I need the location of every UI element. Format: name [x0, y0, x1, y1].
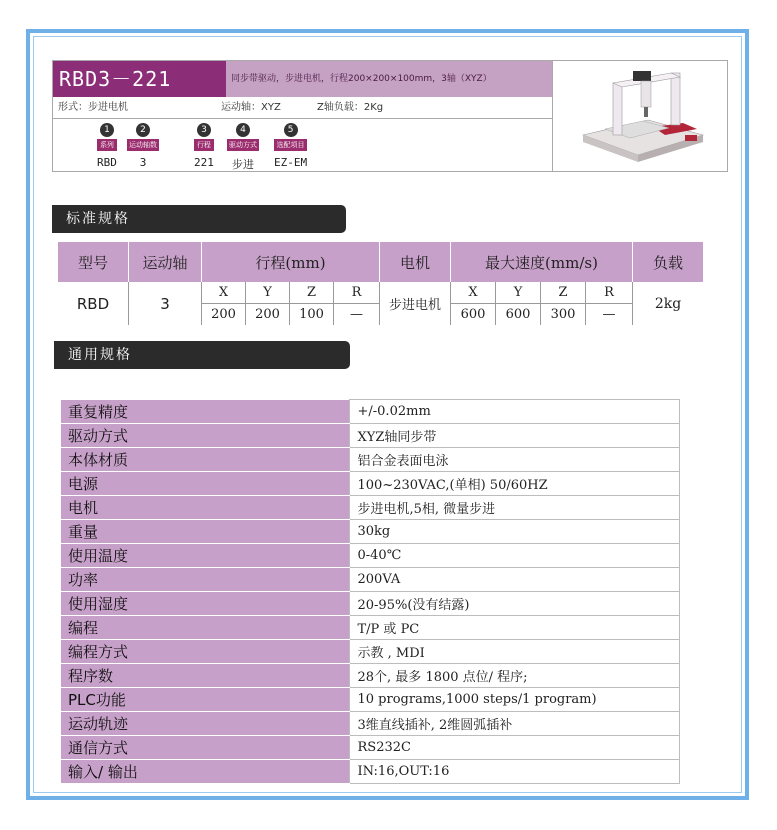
cell-model: RBD — [58, 282, 129, 325]
stroke-axis-z: Z — [290, 282, 334, 304]
header-divider — [552, 61, 553, 172]
general-spec-table — [61, 399, 680, 784]
model-attributes — [53, 97, 552, 119]
cell-load: 2kg — [654, 295, 682, 312]
header-max-speed: 最大速度(mm/s) — [451, 242, 633, 282]
spec-value: IN:16,OUT:16 — [349, 760, 679, 784]
code-series: 1 系列 RBD — [97, 125, 117, 169]
stroke-value-x: 200 — [202, 304, 246, 326]
spec-key: 重量 — [61, 520, 349, 544]
spec-row — [61, 592, 679, 616]
standard-spec-table — [58, 242, 703, 325]
spec-value: 200VA — [349, 568, 679, 592]
stroke-axis-r: R — [334, 282, 380, 304]
speed-axis-z: Z — [541, 282, 586, 304]
spec-value: +/-0.02mm — [349, 400, 679, 424]
spec-row — [61, 472, 679, 496]
spec-value: 20-95%(没有结露) — [349, 592, 679, 616]
spec-row — [61, 688, 679, 712]
code-stroke: 3 行程 221 — [194, 125, 214, 169]
model-description: 同步带驱动，步进电机，行程200×200×100mm，3轴（XYZ） — [226, 61, 552, 97]
spec-row — [61, 448, 679, 472]
spec-key: 运动轨迹 — [61, 712, 349, 736]
spec-key: 编程 — [61, 616, 349, 640]
spec-key: 使用温度 — [61, 544, 349, 568]
spec-value: 10 programs,1000 steps/1 program) — [349, 688, 679, 712]
spec-row — [61, 496, 679, 520]
spec-row — [61, 736, 679, 760]
spec-key: 编程方式 — [61, 640, 349, 664]
axis-attr: 运动轴：XYZ — [221, 102, 281, 113]
stroke-value-z: 100 — [290, 304, 334, 326]
spec-key: 程序数 — [61, 664, 349, 688]
cell-motor: 步进电机 — [380, 282, 451, 325]
spec-key: 输入/ 输出 — [61, 760, 349, 784]
code-drive: 4 驱动方式 步进 — [229, 125, 257, 171]
spec-value: T/P 或 PC — [349, 616, 679, 640]
standard-spec-heading: 标准规格 — [52, 205, 346, 233]
speed-axis-x: X — [451, 282, 496, 304]
speed-value-z: 300 — [541, 304, 586, 326]
spec-row — [61, 760, 679, 784]
spec-row — [61, 712, 679, 736]
spec-row — [61, 664, 679, 688]
spec-value: 28个, 最多 1800 点位/ 程序; — [349, 664, 679, 688]
spec-key: 驱动方式 — [61, 424, 349, 448]
load-attr: Z轴负载：2Kg — [317, 102, 384, 113]
spec-key: 电机 — [61, 496, 349, 520]
spec-row — [61, 424, 679, 448]
spec-row — [61, 400, 679, 424]
stroke-value-y: 200 — [246, 304, 290, 326]
speed-value-y: 600 — [496, 304, 541, 326]
header-axes: 运动轴 — [129, 242, 202, 282]
stroke-axis-y: Y — [246, 282, 290, 304]
code-axes: 2 运动轴数 3 — [129, 125, 157, 169]
general-spec-heading: 通用规格 — [54, 341, 350, 369]
spec-row — [61, 544, 679, 568]
speed-value-x: 600 — [451, 304, 496, 326]
spec-key: 通信方式 — [61, 736, 349, 760]
header-model: 型号 — [58, 242, 129, 282]
code-options: 5 选配项目 EZ-EM — [274, 125, 308, 169]
product-header — [52, 60, 728, 172]
spec-value: 0-40℃ — [349, 544, 679, 568]
spec-value: 3维直线插补, 2维圆弧插补 — [349, 712, 679, 736]
spec-key: 功率 — [61, 568, 349, 592]
spec-key: PLC功能 — [61, 688, 349, 712]
cell-axes: 3 — [129, 282, 202, 325]
header-motor: 电机 — [380, 242, 451, 282]
spec-row — [61, 520, 679, 544]
speed-axis-y: Y — [496, 282, 541, 304]
model-code-breakdown — [53, 121, 552, 171]
spec-key: 重复精度 — [61, 400, 349, 424]
spec-key: 使用湿度 — [61, 592, 349, 616]
header-stroke: 行程(mm) — [202, 242, 380, 282]
spec-row — [61, 616, 679, 640]
model-title: RBD3－221 — [53, 61, 226, 97]
spec-row — [61, 568, 679, 592]
spec-key: 电源 — [61, 472, 349, 496]
spec-value: 示教 , MDI — [349, 640, 679, 664]
stroke-value-r: — — [334, 304, 380, 326]
spec-value: RS232C — [349, 736, 679, 760]
stroke-axis-x: X — [202, 282, 246, 304]
form-attr: 形式：步进电机 — [58, 102, 128, 113]
header-load: 负载 — [633, 242, 704, 282]
speed-axis-r: R — [586, 282, 633, 304]
spec-key: 本体材质 — [61, 448, 349, 472]
spec-value: 步进电机,5相, 微量步进 — [349, 496, 679, 520]
spec-value: 铝合金表面电泳 — [349, 448, 679, 472]
spec-value: 30kg — [349, 520, 679, 544]
spec-row — [61, 640, 679, 664]
robot-machine-image — [573, 65, 708, 165]
speed-value-r: — — [586, 304, 633, 326]
spec-value: XYZ轴同步带 — [349, 424, 679, 448]
spec-value: 100~230VAC,(单相) 50/60HZ — [349, 472, 679, 496]
